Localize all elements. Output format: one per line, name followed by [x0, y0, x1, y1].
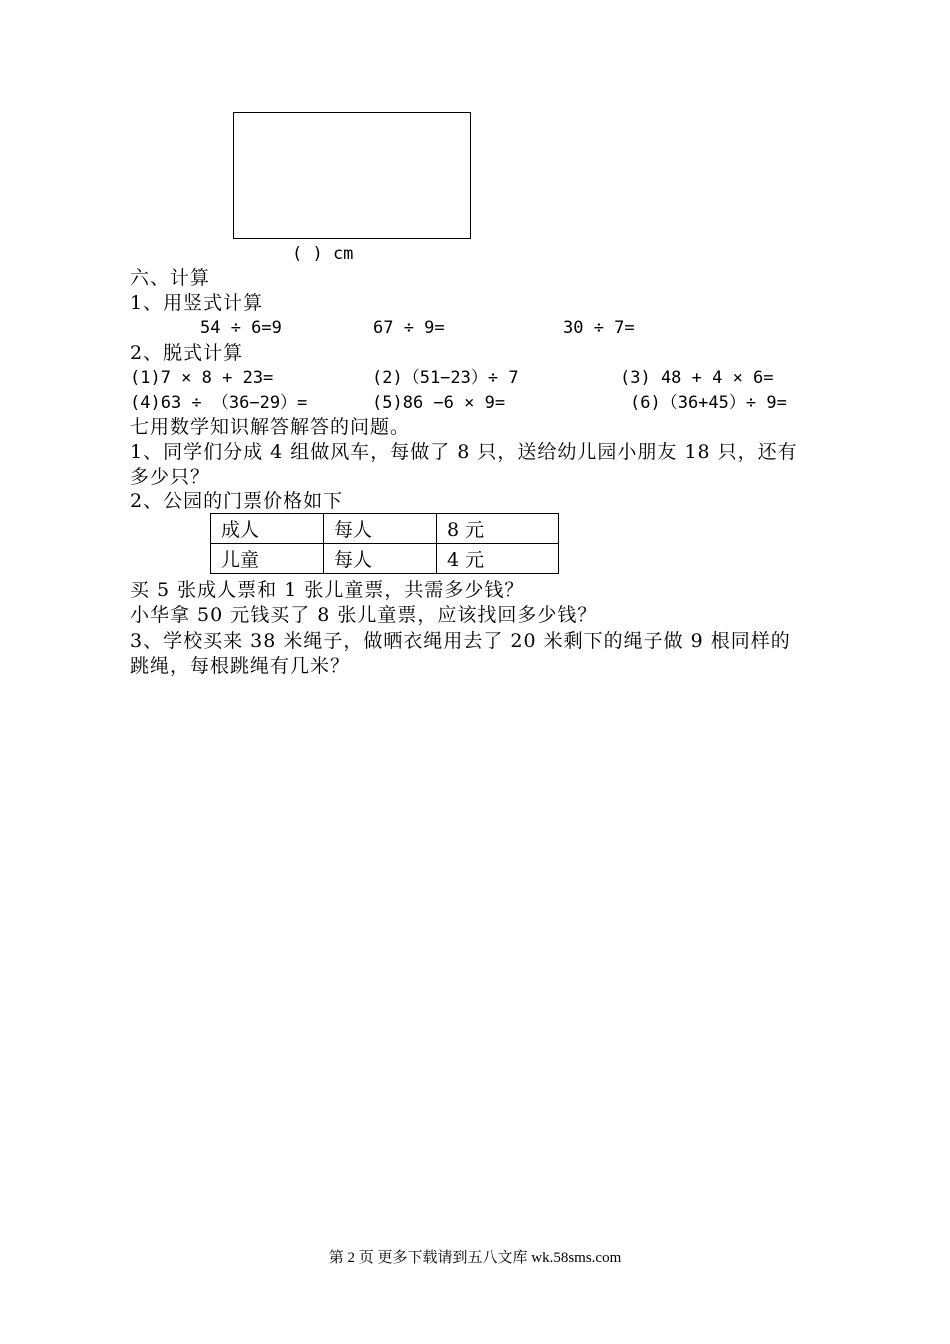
problem-2-question-b: 小华拿 50 元钱买了 8 张儿童票，应该找回多少钱？	[130, 604, 598, 626]
section-6-title: 六、计算	[130, 267, 211, 289]
table-cell: 4 元	[437, 544, 559, 574]
vertical-calc-title: 1、用竖式计算	[130, 292, 264, 314]
table-cell: 每人	[324, 514, 437, 544]
step-calc-4: (4)63 ÷ （36−29）=	[130, 393, 308, 413]
problem-3-line-2: 跳绳，每根跳绳有几米？	[130, 655, 351, 677]
table-cell: 儿童	[211, 544, 324, 574]
table-row	[211, 544, 559, 574]
page-footer: 第 2 页 更多下载请到五八文库 wk.58sms.com	[328, 1250, 622, 1266]
step-calc-title: 2、脱式计算	[130, 342, 244, 364]
ticket-price-table	[210, 513, 559, 574]
step-calc-6: (6)（36+45）÷ 9=	[630, 393, 787, 413]
step-calc-1: (1)7 × 8 + 23=	[130, 368, 274, 388]
problem-2-question-a: 买 5 张成人票和 1 张儿童票，共需多少钱？	[130, 579, 525, 601]
section-7-title: 七用数学知识解答解答的问题。	[130, 416, 411, 438]
problem-1-line-2: 多少只？	[130, 466, 211, 488]
vertical-calc-1: 54 ÷ 6=9	[200, 318, 282, 338]
problem-1-line-1: 1、同学们分成 4 组做风车，每做了 8 只，送给幼儿园小朋友 18 只，还有	[130, 441, 798, 463]
step-calc-3: (3) 48 + 4 × 6=	[620, 368, 774, 388]
table-cell: 每人	[324, 544, 437, 574]
table-cell: 8 元	[437, 514, 559, 544]
table-row	[211, 514, 559, 544]
unit-label: ( ) cm	[292, 244, 354, 264]
problem-2-title: 2、公园的门票价格如下	[130, 490, 344, 512]
table-cell: 成人	[211, 514, 324, 544]
problem-3-line-1: 3、学校买来 38 米绳子，做晒衣绳用去了 20 米剩下的绳子做 9 根同样的	[130, 630, 791, 652]
step-calc-5: (5)86 −6 × 9=	[372, 393, 506, 413]
vertical-calc-3: 30 ÷ 7=	[563, 318, 635, 338]
step-calc-2: (2)（51−23）÷ 7	[372, 368, 519, 388]
rectangle-figure	[233, 112, 471, 239]
vertical-calc-2: 67 ÷ 9=	[373, 318, 445, 338]
